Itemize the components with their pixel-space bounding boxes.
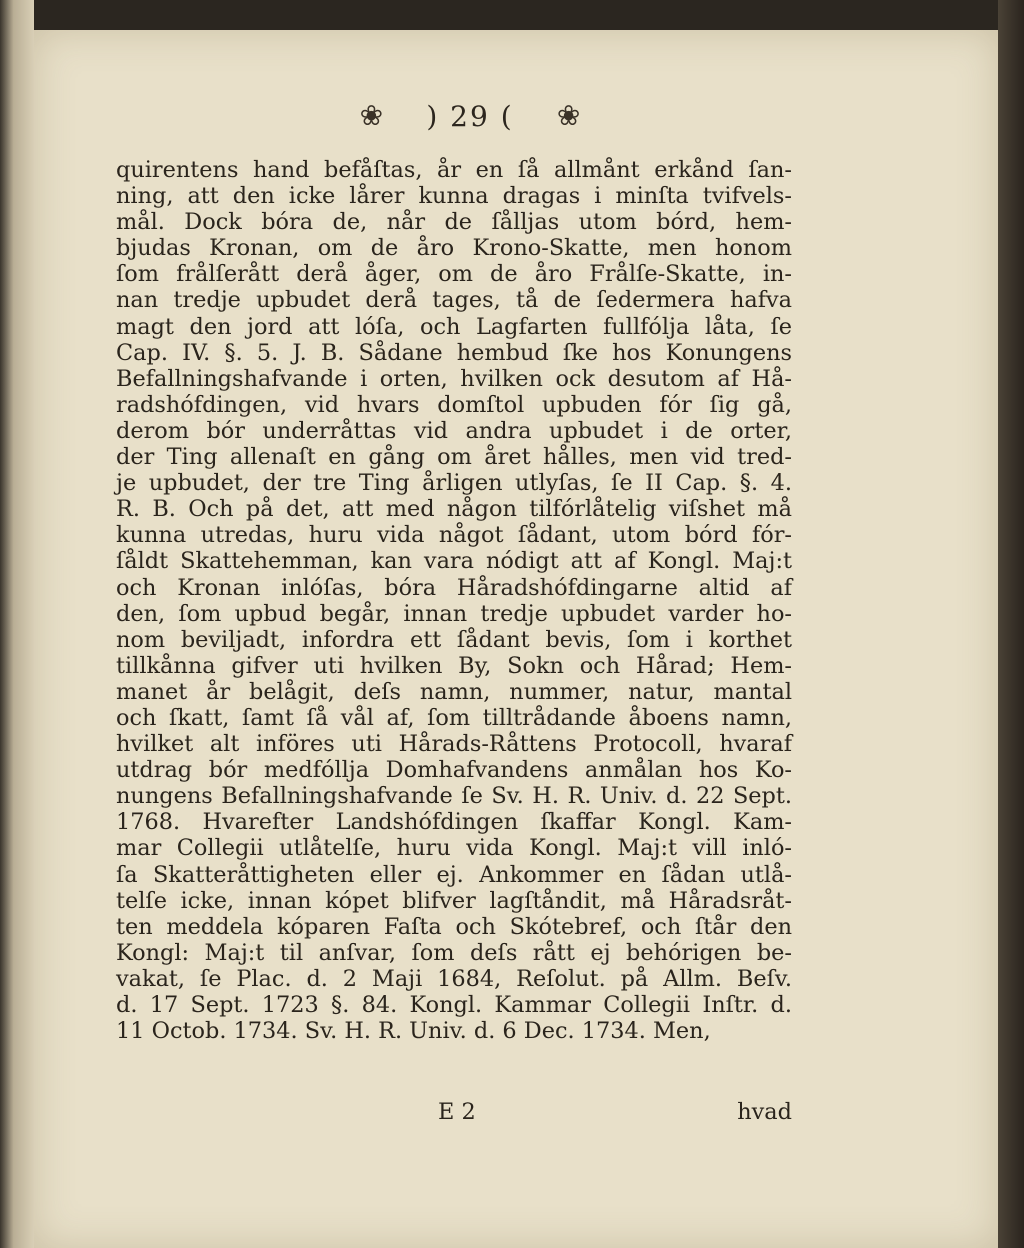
- text-line: ning, att den icke lårer kunna dragas i minſta tvifvels-: [116, 183, 792, 210]
- text-line: vakat, ſe Plac. d. 2 Maji 1684, Reſolut. på Allm. Beſv.: [116, 965, 792, 992]
- text-line: ſa Skatteråttigheten eller ej. Ankommer en ſådan utlå-: [116, 861, 792, 888]
- text-line: utdrag bór medfóllja Domhafvandens anmålan hos Ko-: [116, 757, 792, 784]
- text-line: je upbudet, der tre Ting årligen utlyſas, ſe II Cap. §. 4.: [116, 470, 792, 497]
- text-line: den, ſom upbud begår, innan tredje upbudet varder ho-: [116, 600, 792, 627]
- flower-ornament-icon: ❀: [556, 99, 581, 132]
- page-number: ) 29 (: [426, 99, 514, 133]
- page-footer: [116, 1099, 792, 1127]
- text-line: ſom frålſerått derå åger, om de åro Frålſe-Skatte, in-: [116, 261, 792, 288]
- catchword: hvad: [737, 1099, 792, 1125]
- text-line: nungens Befallningshafvande ſe Sv. H. R. Univ. d. 22 Sept.: [116, 783, 792, 810]
- text-line: Kongl: Maj:t til anſvar, ſom deſs rått ej behórigen be-: [116, 939, 792, 966]
- text-line: derom bór underråttas vid andra upbudet i de orter,: [116, 417, 792, 444]
- text-line: radshófdingen, vid hvars domſtol upbuden fór ſig gå,: [116, 391, 792, 418]
- signature-mark: E 2: [438, 1099, 476, 1125]
- text-line: quirentens hand befåſtas, år en ſå allmånt erkånd ſan-: [116, 157, 792, 183]
- body-text: [116, 157, 792, 1044]
- text-line: Befallningshafvande i orten, hvilken ock desutom af Hå-: [116, 365, 792, 392]
- text-line: ſåldt Skattehemman, kan vara nódigt att af Kongl. Maj:t: [116, 548, 792, 575]
- text-line: 11 Octob. 1734. Sv. H. R. Univ. d. 6 Dec. 1734. Men,: [116, 1018, 711, 1045]
- text-line: hvilket alt införes uti Hårads-Råttens Protocoll, hvaraf: [116, 731, 792, 758]
- page-header: [280, 96, 660, 136]
- text-line: telſe icke, innan kópet blifver lagſtåndit, må Håradsråt-: [116, 887, 792, 914]
- text-line: mål. Dock bóra de, når de ſålljas utom bórd, hem-: [116, 209, 792, 236]
- book-gutter: [0, 0, 34, 1248]
- text-line: och Kronan inlóſas, bóra Håradshófdingarne altid af: [116, 574, 792, 601]
- text-line: R. B. Och på det, att med någon tilfórlåtelig viſshet må: [116, 496, 792, 523]
- text-line: der Ting allenaſt en gång om året hålles, men vid tred-: [116, 444, 792, 471]
- text-line: magt den jord att lóſa, och Lagfarten fullfólja låta, ſe: [116, 313, 792, 340]
- text-line: Cap. IV. §. 5. J. B. Sådane hembud ſke hos Konungens: [116, 339, 792, 366]
- text-line: manet år belågit, deſs namn, nummer, natur, mantal: [116, 678, 792, 705]
- book-edge: [998, 0, 1024, 1248]
- text-line: 1768. Hvarefter Landshófdingen ſkaffar Kongl. Kam-: [116, 809, 792, 836]
- text-line: mar Collegii utlåtelſe, huru vida Kongl. Maj:t vill inló-: [116, 835, 792, 862]
- flower-ornament-icon: ❀: [359, 99, 384, 132]
- text-line: bjudas Kronan, om de åro Krono-Skatte, men honom: [116, 235, 792, 262]
- text-line: d. 17 Sept. 1723 §. 84. Kongl. Kammar Collegii Inſtr. d.: [116, 992, 792, 1018]
- text-line: och ſkatt, ſamt ſå vål af, ſom tilltrådande åboens namn,: [116, 704, 792, 731]
- text-line: kunna utredas, huru vida något ſådant, utom bórd fór-: [116, 522, 792, 549]
- text-line: ten meddela kóparen Faſta och Skótebref, och ſtår den: [116, 913, 792, 940]
- text-line: tillkånna gifver uti hvilken By, Sokn och Hårad; Hem-: [116, 652, 792, 679]
- text-line: nan tredje upbudet derå tages, tå de ſedermera hafva: [116, 287, 792, 314]
- text-line: nom beviljadt, infordra ett ſådant bevis, ſom i korthet: [116, 626, 792, 653]
